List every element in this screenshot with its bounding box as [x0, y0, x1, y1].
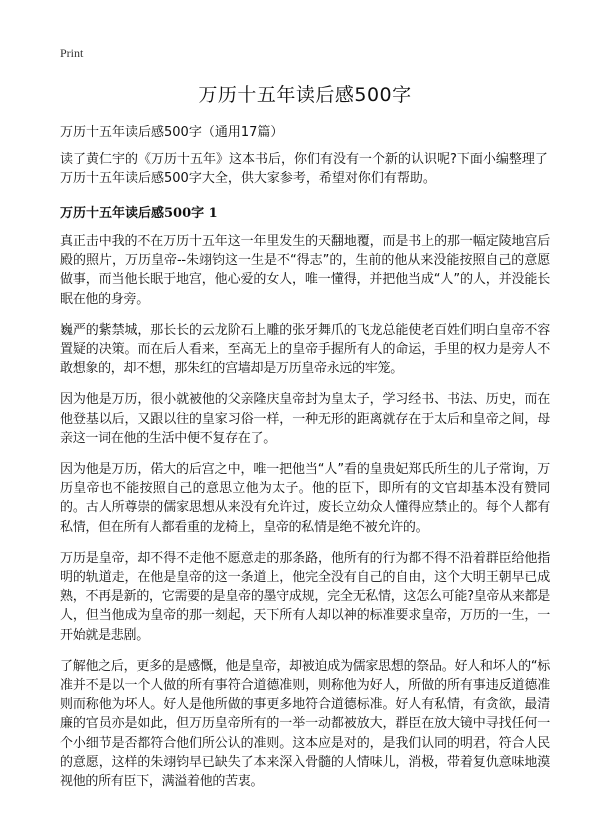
paragraph-2: 巍严的紫禁城，那长长的云龙阶石上雕的张牙舞爪的飞龙总能使老百姓们明白皇帝不容置疑的决策。而在后人看来，至高无上的皇帝手握所有人的命运，手里的权力是旁人不敢想象的，却不想，那朱红的宫墙却是万历皇帝永远的牢笼。 [60, 322, 550, 377]
section-heading: 万历十五年读后感500字 1 [60, 206, 218, 221]
paragraph-3: 因为他是万历，很小就被他的父亲隆庆皇帝封为皇太子，学习经书、书法、历史，而在他登基以后，又跟以往的皇家习俗一样，一种无形的距离就存在于太后和皇帝之间，母亲这一词在他的生活中便不复存在了。 [60, 392, 550, 446]
paragraph-4: 因为他是万历，偌大的后宫之中，唯一把他当“人”看的皇贵妃郑氏所生的儿子常询，万历皇帝也不能按照自己的意思立他为太子。他的臣下，即所有的文官却基本没有赞同的。古人所尊崇的儒家思想从来没有允许过，废长立幼众人懂得应禁止的。每个人都有私情，但在所有人都看重的龙椅上，皇帝的私情是绝不被允许的。 [60, 462, 550, 535]
paragraph-6: 了解他之后，更多的是感慨，他是皇帝，却被迫成为儒家思想的祭品。好人和坏人的“标准并不是以一个人做的所有事符合道德准则，则称他为好人，所做的所有事违反道德准则而称他为坏人。好人是他所做的事更多地符合道德标准。好人有私情，有贪欲，最清廉的官员亦是如此，但万历皇帝所有的一举一动都被放大，群臣在放大镜中寻找任何一个小细节是否都符合他们所公认的准则。这本应是对的，是我们认同的明君，符合人民的意愿，这样的朱翊钧早已缺失了本来深入骨髓的人情味儿，消极，带着复仇意味地漠视他的所有臣下，满溢着他的苦衷。 [60, 658, 550, 790]
intro-paragraph: 读了黄仁宇的《万历十五年》这本书后，你们有没有一个新的认识呢?下面小编整理了万历十五年读后感500字大全，供大家参考，希望对你们有帮助。 [60, 152, 548, 186]
paragraph-1: 真正击中我的不在万历十五年这一年里发生的天翻地覆，而是书上的那一幅定陵地宫后殿的照片，万历皇帝--朱翊钧这一生是不“得志”的，生前的他从来没能按照自己的意愿做事，而当他长眠于地宫，他心爱的女人，唯一懂得，并把他当成“人”的人，并没能长眠在他的身旁。 [60, 234, 550, 307]
article-body [60, 232, 550, 803]
page-title: 万历十五年读后感500字 [198, 84, 412, 106]
page-subtitle: 万历十五年读后感500字（通用17篇） [60, 125, 284, 140]
paragraph-5: 万历是皇帝，却不得不走他不愿意走的那条路，他所有的行为都不得不沿着群臣给他指明的轨道走，在他是皇帝的这一条道上，他完全没有自己的自由，这个大明王朝早已成熟，不再是新的，它需要的是皇帝的墨守成规，完全无私情，这怎么可能?皇帝从来都是人，但当他成为皇帝的那一刻起，天下所有人却以神的标准要求皇帝，万历的一生，一开始就是悲剧。 [60, 550, 550, 643]
print-link[interactable]: Print [60, 46, 84, 60]
